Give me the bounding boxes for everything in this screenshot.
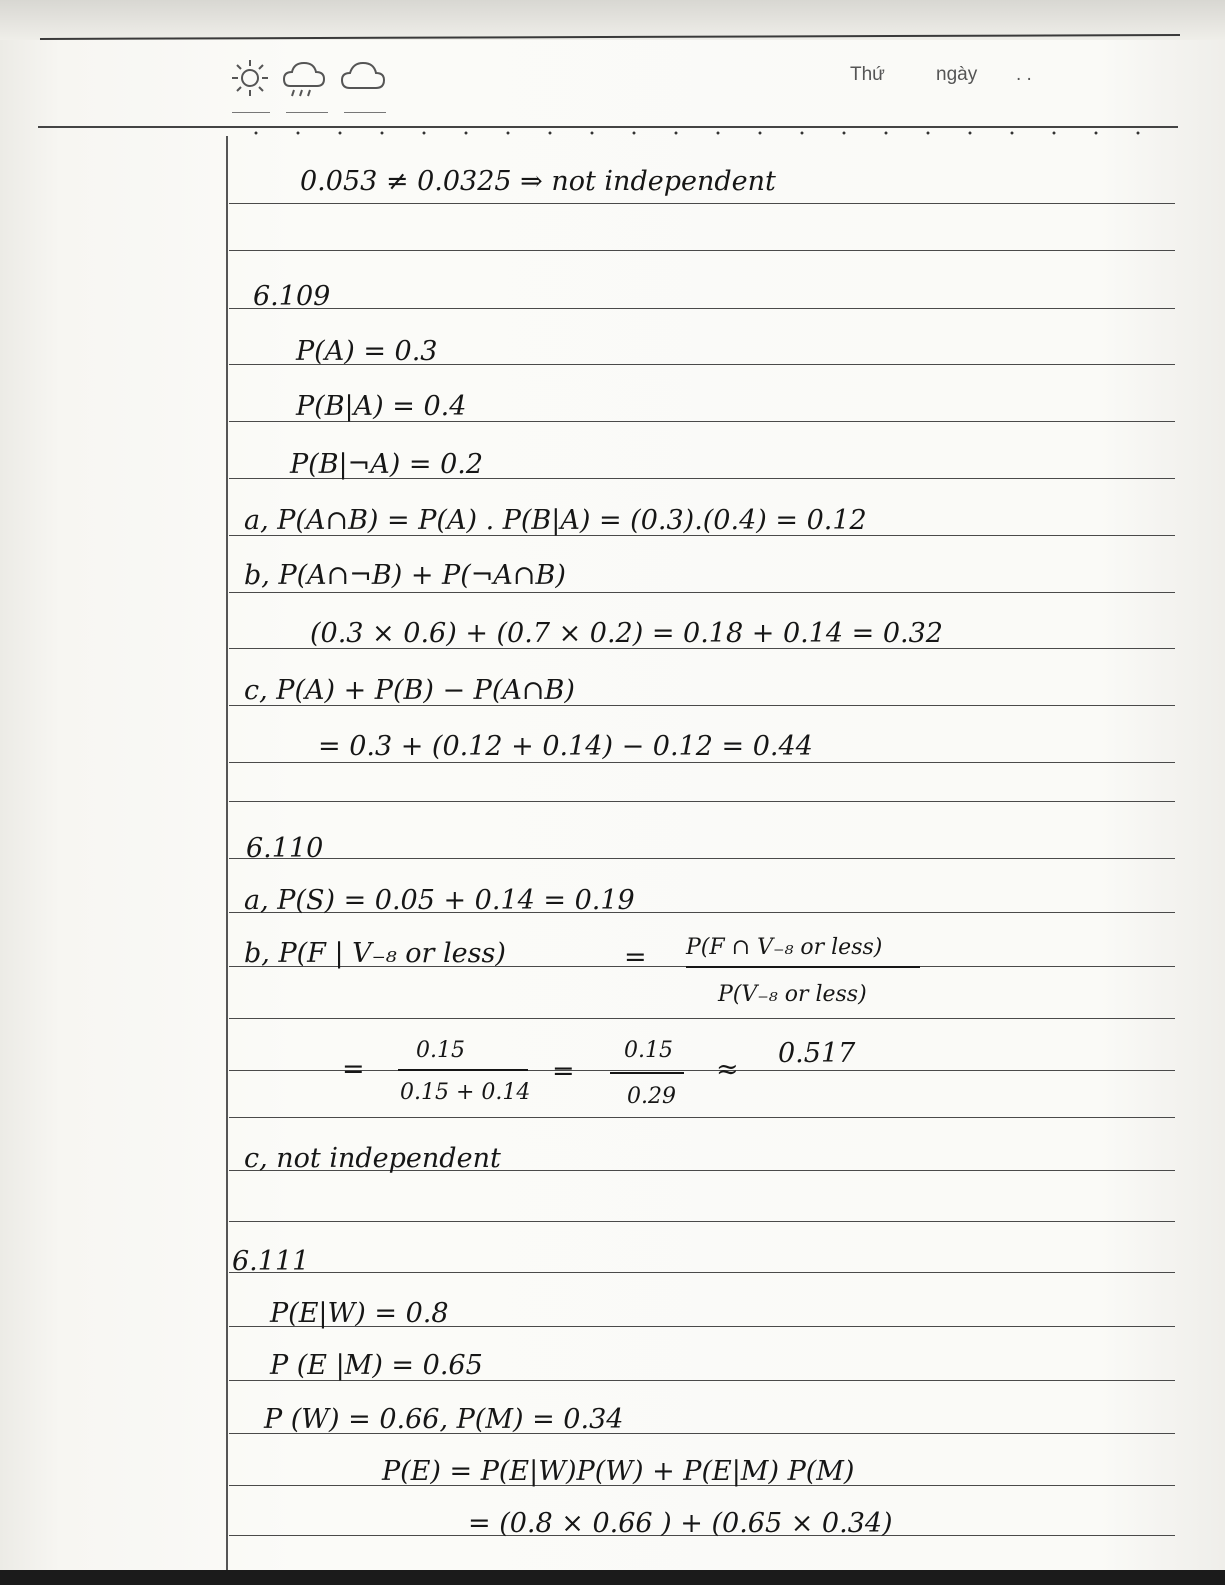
ruled-line — [229, 1070, 1175, 1071]
sun-icon — [232, 60, 268, 96]
problem-heading-6-109: 6.109 — [253, 281, 331, 312]
given-p-e-given-m: P (E |M) = 0.65 — [270, 1350, 483, 1381]
cloud-icon — [342, 63, 384, 88]
header-rule — [38, 126, 1178, 128]
total-probability-calc: = (0.8 × 0.66 ) + (0.65 × 0.34) — [468, 1508, 893, 1539]
date-label: ngày — [936, 64, 978, 85]
ruled-line — [229, 858, 1175, 859]
given-p-e-given-w: P(E|W) = 0.8 — [270, 1298, 449, 1329]
date-dots: . . — [1016, 64, 1032, 85]
approx-sign: ≈ — [716, 1054, 739, 1085]
page-bottom-edge — [0, 1570, 1225, 1585]
fraction-1-denominator: 0.15 + 0.14 — [400, 1080, 531, 1105]
part-b-6-109: b, P(A∩¬B) + P(¬A∩B) — [244, 560, 566, 591]
ruled-line — [229, 1018, 1175, 1019]
part-c-6-109: c, P(A) + P(B) − P(A∩B) — [244, 675, 575, 706]
given-p-b-given-a: P(B|A) = 0.4 — [296, 391, 467, 422]
fraction-2-numerator: 0.15 — [624, 1038, 673, 1063]
calc-equals: = — [342, 1054, 365, 1085]
part-a-6-109: a, P(A∩B) = P(A) . P(B|A) = (0.3).(0.4) = 0.12 — [244, 505, 867, 536]
ruled-line — [229, 308, 1175, 309]
total-probability-formula: P(E) = P(E|W)P(W) + P(E|M) P(M) — [382, 1456, 855, 1487]
part-b-6-110-denominator: P(V₋₈ or less) — [718, 982, 867, 1007]
fraction-bar — [686, 966, 920, 968]
ruled-line — [229, 762, 1175, 763]
rain-underline — [286, 112, 328, 113]
calc-equals: = — [552, 1056, 575, 1087]
problem-heading-6-110: 6.110 — [246, 833, 324, 864]
part-c-6-109-calc: = 0.3 + (0.12 + 0.14) − 0.12 = 0.44 — [318, 731, 813, 762]
sun-underline — [232, 112, 270, 113]
rain-cloud-icon — [284, 63, 324, 96]
given-p-w-p-m: P (W) = 0.66, P(M) = 0.34 — [264, 1404, 624, 1435]
weather-icons — [228, 54, 398, 116]
dotted-rule — [235, 130, 1175, 136]
fraction-bar — [398, 1069, 528, 1071]
given-p-b-given-not-a: P(B|¬A) = 0.2 — [290, 449, 484, 480]
weekday-label: Thứ — [850, 64, 885, 85]
ruled-line — [229, 203, 1175, 204]
independence-conclusion: 0.053 ≠ 0.0325 ⇒ not independent — [300, 166, 776, 197]
cloud-underline — [344, 112, 386, 113]
part-b-6-110-equals: = — [624, 942, 647, 973]
fraction-2-denominator: 0.29 — [627, 1084, 676, 1109]
fraction-1-numerator: 0.15 — [416, 1038, 465, 1063]
margin-line — [226, 136, 228, 1585]
fraction-bar — [610, 1072, 684, 1074]
part-b-6-110: b, P(F | V₋₈ or less) — [244, 938, 506, 969]
problem-heading-6-111: 6.111 — [232, 1246, 310, 1277]
weather-icons-svg — [228, 54, 398, 110]
ruled-line — [229, 250, 1175, 251]
part-a-6-110: a, P(S) = 0.05 + 0.14 = 0.19 — [244, 885, 635, 916]
ruled-line — [229, 801, 1175, 802]
ruled-line — [229, 1272, 1175, 1273]
ruled-line — [229, 1221, 1175, 1222]
part-b-6-110-result: 0.517 — [778, 1038, 856, 1069]
given-p-a: P(A) = 0.3 — [296, 336, 438, 367]
part-c-6-110: c, not independent — [244, 1143, 501, 1174]
part-b-6-109-calc: (0.3 × 0.6) + (0.7 × 0.2) = 0.18 + 0.14 = 0.32 — [310, 618, 943, 649]
part-b-6-110-numerator: P(F ∩ V₋₈ or less) — [686, 935, 883, 960]
ruled-line — [229, 1117, 1175, 1118]
ruled-line — [229, 592, 1175, 593]
